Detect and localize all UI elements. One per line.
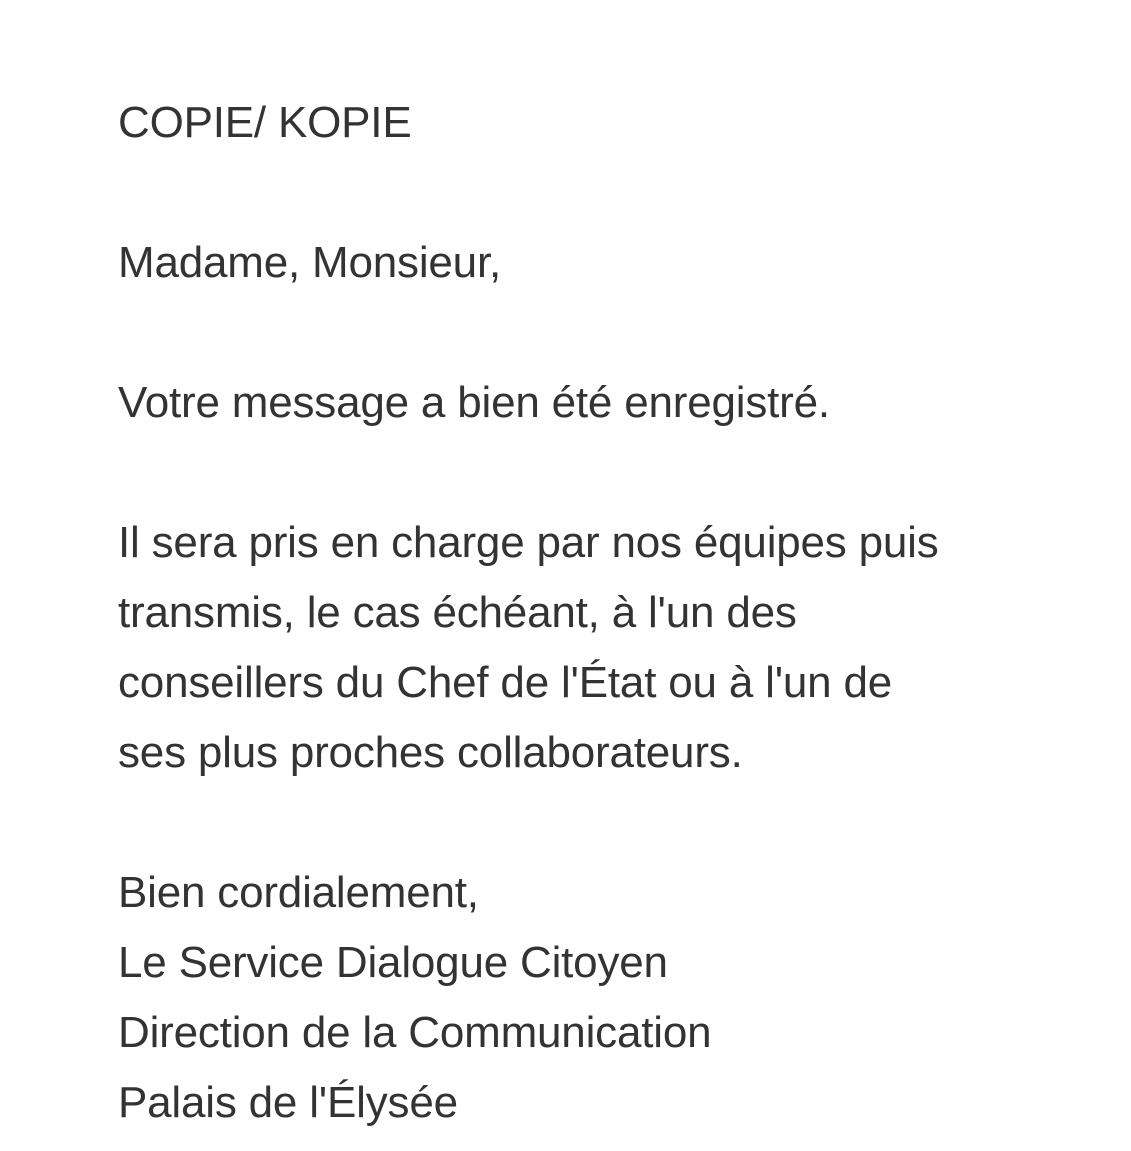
copy-header: COPIE/ KOPIE	[118, 98, 412, 147]
paragraph-line: conseillers du Chef de l'État ou à l'un de	[118, 658, 892, 707]
signature-line: Le Service Dialogue Citoyen	[118, 938, 668, 987]
salutation: Madame, Monsieur,	[118, 238, 501, 287]
paragraph-line: transmis, le cas échéant, à l'un des	[118, 588, 797, 637]
closing: Bien cordialement,	[118, 868, 479, 917]
signature-line: Palais de l'Élysée	[118, 1078, 458, 1127]
confirmation-text: Votre message a bien été enregistré.	[118, 378, 830, 427]
paragraph-line: Il sera pris en charge par nos équipes puis	[118, 518, 939, 567]
paragraph-line: ses plus proches collaborateurs.	[118, 728, 743, 777]
signature-line: Direction de la Communication	[118, 1008, 712, 1057]
